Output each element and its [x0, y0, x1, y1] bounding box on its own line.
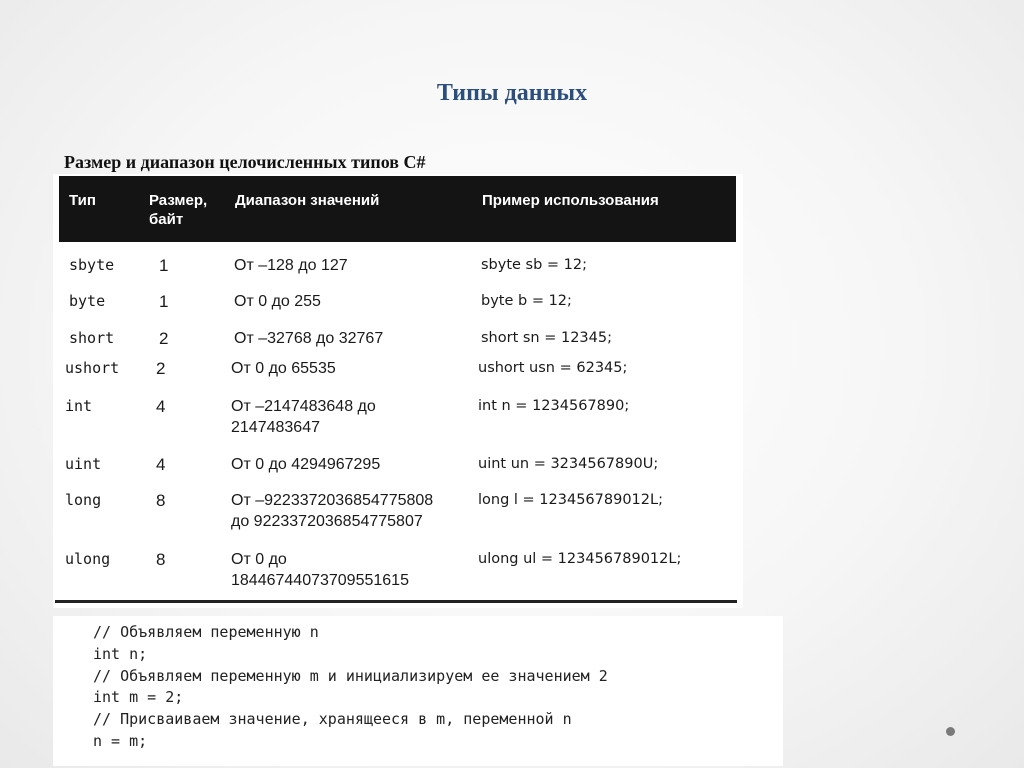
cell-size: 1 [159, 292, 169, 311]
cell-type: sbyte [69, 256, 115, 274]
cell-size: 8 [156, 491, 166, 510]
cell-range: От –2147483648 до [231, 398, 376, 415]
code-line: // Объявляем переменную n [93, 623, 319, 641]
cell-type: short [69, 329, 115, 347]
cell-size: 2 [159, 329, 169, 348]
cell-size: 8 [156, 550, 166, 569]
table-bottom-rule [55, 600, 737, 603]
cell-type: byte [69, 292, 106, 310]
cell-range: От –32768 до 32767 [234, 330, 384, 347]
header-range: Диапазон значений [235, 192, 380, 209]
cell-type: ushort [65, 359, 120, 377]
cell-range-cont: до 9223372036854775807 [231, 513, 423, 530]
integer-types-table [53, 174, 743, 608]
cell-example: long l = 123456789012L; [478, 492, 663, 508]
cell-size: 1 [159, 256, 169, 275]
cell-example: ulong ul = 123456789012L; [478, 551, 682, 567]
cell-type: ulong [65, 550, 111, 568]
cell-range-cont: 2147483647 [231, 419, 320, 436]
slide-nav-dot-icon [946, 727, 955, 736]
code-line: // Объявляем переменную m и инициализируем ее значением 2 [93, 667, 608, 685]
header-size-line2: байт [149, 211, 184, 228]
slide-title: Типы данных [436, 80, 588, 106]
cell-range: От 0 до 65535 [231, 360, 336, 377]
cell-example: byte b = 12; [481, 293, 572, 309]
cell-range: От –9223372036854775808 [231, 492, 434, 509]
cell-type: long [65, 491, 102, 509]
code-line: int m = 2; [93, 688, 184, 706]
cell-range-cont: 18446744073709551615 [231, 572, 409, 589]
code-sample [53, 616, 783, 766]
header-example: Пример использования [482, 192, 659, 209]
table-header [59, 176, 736, 242]
slide-subtitle: Размер и диапазон целочисленных типов C# [64, 152, 426, 172]
cell-example: sbyte sb = 12; [481, 257, 588, 273]
header-type: Тип [69, 192, 96, 209]
code-line: // Присваиваем значение, хранящееся в m, переменной n [93, 710, 572, 728]
cell-example: ushort usn = 62345; [478, 360, 628, 376]
cell-size: 2 [156, 359, 166, 378]
cell-size: 4 [156, 397, 166, 416]
cell-range: От –128 до 127 [234, 257, 348, 274]
cell-type: int [65, 397, 93, 415]
cell-type: uint [65, 455, 102, 473]
header-size-line1: Размер, [149, 192, 208, 209]
cell-range: От 0 до 4294967295 [231, 456, 381, 473]
cell-example: uint un = 3234567890U; [478, 456, 659, 472]
code-line: n = m; [93, 732, 148, 750]
cell-example: int n = 1234567890; [478, 398, 630, 414]
code-line: int n; [93, 645, 148, 663]
cell-range: От 0 до [231, 551, 287, 568]
cell-range: От 0 до 255 [234, 293, 321, 310]
cell-size: 4 [156, 455, 166, 474]
cell-example: short sn = 12345; [481, 330, 612, 346]
